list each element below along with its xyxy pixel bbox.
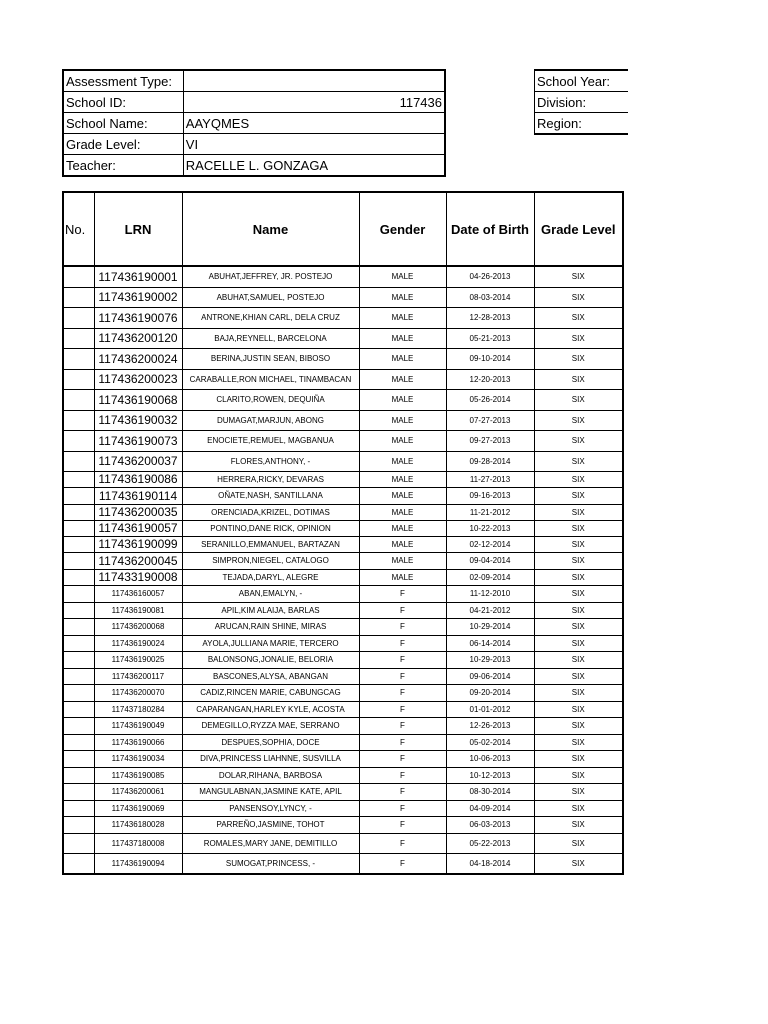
table-row xyxy=(63,701,623,717)
row-number-cell xyxy=(63,833,94,853)
row-number-cell xyxy=(63,651,94,668)
grade-level-cell: SIX xyxy=(534,816,623,833)
row-number-cell xyxy=(63,348,94,369)
dob-cell: 08-03-2014 xyxy=(446,287,534,307)
dob-cell: 12-26-2013 xyxy=(446,717,534,734)
row-number-cell xyxy=(63,328,94,348)
name-cell: PANSENSOY,LYNCY, - xyxy=(182,800,359,816)
lrn-cell: 117436200023 xyxy=(94,369,182,389)
dob-cell: 06-14-2014 xyxy=(446,635,534,651)
gender-cell: F xyxy=(359,635,446,651)
gender-cell: MALE xyxy=(359,410,446,430)
row-number-cell xyxy=(63,471,94,487)
gender-cell: F xyxy=(359,701,446,717)
table-row xyxy=(63,833,623,853)
lrn-cell: 117436190114 xyxy=(94,487,182,504)
info-row-grade-level xyxy=(63,134,445,155)
table-row xyxy=(63,800,623,816)
table-row xyxy=(63,750,623,767)
lrn-cell: 117436190002 xyxy=(94,287,182,307)
gender-cell: F xyxy=(359,833,446,853)
gender-cell: F xyxy=(359,684,446,701)
grade-level-cell: SIX xyxy=(534,389,623,410)
grade-level-cell: SIX xyxy=(534,487,623,504)
name-cell: SUMOGAT,PRINCESS, - xyxy=(182,853,359,874)
gender-cell: F xyxy=(359,585,446,602)
row-number-cell xyxy=(63,800,94,816)
gender-cell: MALE xyxy=(359,471,446,487)
assessment-type-value xyxy=(183,70,445,92)
grade-level-cell: SIX xyxy=(534,348,623,369)
table-row xyxy=(63,651,623,668)
row-number-cell xyxy=(63,668,94,684)
row-number-cell xyxy=(63,635,94,651)
name-cell: CADIZ,RINCEN MARIE, CABUNGCAG xyxy=(182,684,359,701)
lrn-cell: 117436200120 xyxy=(94,328,182,348)
name-cell: AYOLA,JULLIANA MARIE, TERCERO xyxy=(182,635,359,651)
teacher-value: RACELLE L. GONZAGA xyxy=(183,155,445,177)
table-row xyxy=(63,348,623,369)
table-row xyxy=(63,536,623,552)
gender-cell: MALE xyxy=(359,430,446,451)
dob-cell: 05-22-2013 xyxy=(446,833,534,853)
grade-level-cell: SIX xyxy=(534,701,623,717)
grade-level-cell: SIX xyxy=(534,569,623,585)
school-name-label: School Name: xyxy=(63,113,183,134)
roster-body xyxy=(63,266,623,874)
name-cell: TEJADA,DARYL, ALEGRE xyxy=(182,569,359,585)
region-label: Region: xyxy=(535,113,625,135)
table-row xyxy=(63,471,623,487)
lrn-cell: 117437180284 xyxy=(94,701,182,717)
table-row xyxy=(63,668,623,684)
name-cell: ORENCIADA,KRIZEL, DOTIMAS xyxy=(182,504,359,520)
grade-level-cell: SIX xyxy=(534,651,623,668)
name-cell: ARUCAN,RAIN SHINE, MIRAS xyxy=(182,618,359,635)
grade-level-cell: SIX xyxy=(534,734,623,750)
grade-level-cell: SIX xyxy=(534,668,623,684)
table-row xyxy=(63,328,623,348)
name-cell: ABUHAT,SAMUEL, POSTEJO xyxy=(182,287,359,307)
dob-cell: 09-27-2013 xyxy=(446,430,534,451)
table-row xyxy=(63,520,623,536)
name-cell: PONTINO,DANE RICK, OPINION xyxy=(182,520,359,536)
dob-cell: 10-06-2013 xyxy=(446,750,534,767)
gender-cell: MALE xyxy=(359,307,446,328)
name-cell: DEMEGILLO,RYZZA MAE, SERRANO xyxy=(182,717,359,734)
school-info-right-table xyxy=(534,69,628,135)
dob-cell: 02-12-2014 xyxy=(446,536,534,552)
lrn-cell: 117436200068 xyxy=(94,618,182,635)
table-row xyxy=(63,783,623,800)
lrn-cell: 117436200061 xyxy=(94,783,182,800)
table-row xyxy=(63,487,623,504)
dob-cell: 08-30-2014 xyxy=(446,783,534,800)
lrn-cell: 117436200070 xyxy=(94,684,182,701)
table-row xyxy=(63,307,623,328)
gender-cell: F xyxy=(359,651,446,668)
lrn-cell: 117436190081 xyxy=(94,602,182,618)
gender-cell: F xyxy=(359,618,446,635)
grade-level-cell: SIX xyxy=(534,369,623,389)
dob-cell: 04-26-2013 xyxy=(446,266,534,287)
table-row xyxy=(63,717,623,734)
gender-cell: MALE xyxy=(359,348,446,369)
header-gender: Gender xyxy=(359,192,446,266)
dob-cell: 10-12-2013 xyxy=(446,767,534,783)
grade-level-cell: SIX xyxy=(534,800,623,816)
lrn-cell: 117436200037 xyxy=(94,451,182,471)
grade-level-cell: SIX xyxy=(534,266,623,287)
grade-level-cell: SIX xyxy=(534,853,623,874)
lrn-cell: 117436200117 xyxy=(94,668,182,684)
row-number-cell xyxy=(63,853,94,874)
row-number-cell xyxy=(63,369,94,389)
gender-cell: F xyxy=(359,668,446,684)
grade-level-cell: SIX xyxy=(534,287,623,307)
teacher-label: Teacher: xyxy=(63,155,183,177)
row-number-cell xyxy=(63,783,94,800)
table-row xyxy=(63,569,623,585)
header-no: No. xyxy=(63,192,94,266)
row-number-cell xyxy=(63,552,94,569)
table-row xyxy=(63,266,623,287)
lrn-cell: 117436190034 xyxy=(94,750,182,767)
table-row xyxy=(63,853,623,874)
name-cell: FLORES,ANTHONY, - xyxy=(182,451,359,471)
lrn-cell: 117437180008 xyxy=(94,833,182,853)
info-row-assessment-type xyxy=(63,70,445,92)
row-number-cell xyxy=(63,520,94,536)
name-cell: BERINA,JUSTIN SEAN, BIBOSO xyxy=(182,348,359,369)
lrn-cell: 117436190066 xyxy=(94,734,182,750)
name-cell: SERANILLO,EMMANUEL, BARTAZAN xyxy=(182,536,359,552)
gender-cell: F xyxy=(359,853,446,874)
row-number-cell xyxy=(63,734,94,750)
lrn-cell: 117436190001 xyxy=(94,266,182,287)
grade-level-cell: SIX xyxy=(534,684,623,701)
gender-cell: MALE xyxy=(359,451,446,471)
gender-cell: F xyxy=(359,717,446,734)
gender-cell: MALE xyxy=(359,287,446,307)
lrn-cell: 117436190032 xyxy=(94,410,182,430)
grade-level-cell: SIX xyxy=(534,618,623,635)
gender-cell: F xyxy=(359,734,446,750)
lrn-cell: 117436190025 xyxy=(94,651,182,668)
lrn-cell: 117436190073 xyxy=(94,430,182,451)
name-cell: CARABALLE,RON MICHAEL, TINAMBACAN xyxy=(182,369,359,389)
dob-cell: 11-27-2013 xyxy=(446,471,534,487)
gender-cell: MALE xyxy=(359,520,446,536)
gender-cell: MALE xyxy=(359,389,446,410)
division-value xyxy=(624,92,628,113)
dob-cell: 09-06-2014 xyxy=(446,668,534,684)
lrn-cell: 117436190068 xyxy=(94,389,182,410)
grade-level-cell: SIX xyxy=(534,410,623,430)
dob-cell: 05-21-2013 xyxy=(446,328,534,348)
grade-level-cell: SIX xyxy=(534,504,623,520)
student-roster-table xyxy=(62,191,624,875)
lrn-cell: 117436190069 xyxy=(94,800,182,816)
name-cell: ANTRONE,KHIAN CARL, DELA CRUZ xyxy=(182,307,359,328)
dob-cell: 09-20-2014 xyxy=(446,684,534,701)
row-number-cell xyxy=(63,750,94,767)
row-number-cell xyxy=(63,307,94,328)
name-cell: BALONSONG,JONALIE, BELORIA xyxy=(182,651,359,668)
dob-cell: 12-20-2013 xyxy=(446,369,534,389)
dob-cell: 06-03-2013 xyxy=(446,816,534,833)
lrn-cell: 117436160057 xyxy=(94,585,182,602)
info-row-division xyxy=(535,92,629,113)
dob-cell: 09-04-2014 xyxy=(446,552,534,569)
name-cell: BAJA,REYNELL, BARCELONA xyxy=(182,328,359,348)
table-row xyxy=(63,389,623,410)
gender-cell: F xyxy=(359,800,446,816)
name-cell: HERRERA,RICKY, DEVARAS xyxy=(182,471,359,487)
dob-cell: 11-21-2012 xyxy=(446,504,534,520)
grade-level-value: VI xyxy=(183,134,445,155)
grade-level-cell: SIX xyxy=(534,520,623,536)
row-number-cell xyxy=(63,816,94,833)
name-cell: BASCONES,ALYSA, ABANGAN xyxy=(182,668,359,684)
lrn-cell: 117433190008 xyxy=(94,569,182,585)
info-row-school-name xyxy=(63,113,445,134)
header-dob: Date of Birth xyxy=(446,192,534,266)
row-number-cell xyxy=(63,684,94,701)
name-cell: DUMAGAT,MARJUN, ABONG xyxy=(182,410,359,430)
name-cell: ABAN,EMALYN, - xyxy=(182,585,359,602)
gender-cell: F xyxy=(359,750,446,767)
gender-cell: MALE xyxy=(359,536,446,552)
row-number-cell xyxy=(63,602,94,618)
info-row-teacher xyxy=(63,155,445,177)
dob-cell: 11-12-2010 xyxy=(446,585,534,602)
dob-cell: 04-18-2014 xyxy=(446,853,534,874)
school-name-value: AAYQMES xyxy=(183,113,445,134)
grade-level-cell: SIX xyxy=(534,635,623,651)
lrn-cell: 117436190057 xyxy=(94,520,182,536)
gender-cell: F xyxy=(359,602,446,618)
table-row xyxy=(63,430,623,451)
header-grade-level: Grade Level xyxy=(534,192,623,266)
table-row xyxy=(63,767,623,783)
school-info-table xyxy=(62,69,446,177)
gender-cell: MALE xyxy=(359,369,446,389)
dob-cell: 01-01-2012 xyxy=(446,701,534,717)
dob-cell: 05-26-2014 xyxy=(446,389,534,410)
grade-level-cell: SIX xyxy=(534,602,623,618)
lrn-cell: 117436190049 xyxy=(94,717,182,734)
grade-level-cell: SIX xyxy=(534,430,623,451)
grade-level-cell: SIX xyxy=(534,307,623,328)
table-row xyxy=(63,410,623,430)
dob-cell: 04-21-2012 xyxy=(446,602,534,618)
lrn-cell: 117436190099 xyxy=(94,536,182,552)
row-number-cell xyxy=(63,536,94,552)
grade-level-label: Grade Level: xyxy=(63,134,183,155)
table-row xyxy=(63,369,623,389)
row-number-cell xyxy=(63,266,94,287)
gender-cell: F xyxy=(359,783,446,800)
gender-cell: F xyxy=(359,767,446,783)
row-number-cell xyxy=(63,585,94,602)
name-cell: APIL,KIM ALAIJA, BARLAS xyxy=(182,602,359,618)
lrn-cell: 117436190024 xyxy=(94,635,182,651)
gender-cell: MALE xyxy=(359,504,446,520)
info-row-school-year xyxy=(535,70,629,92)
info-row-region xyxy=(535,113,629,135)
table-row xyxy=(63,684,623,701)
lrn-cell: 117436190085 xyxy=(94,767,182,783)
table-row xyxy=(63,618,623,635)
dob-cell: 09-16-2013 xyxy=(446,487,534,504)
dob-cell: 04-09-2014 xyxy=(446,800,534,816)
row-number-cell xyxy=(63,569,94,585)
grade-level-cell: SIX xyxy=(534,536,623,552)
lrn-cell: 117436190076 xyxy=(94,307,182,328)
row-number-cell xyxy=(63,451,94,471)
grade-level-cell: SIX xyxy=(534,585,623,602)
name-cell: DIVA,PRINCESS LIAHNNE, SUSVILLA xyxy=(182,750,359,767)
name-cell: CLARITO,ROWEN, DEQUIÑA xyxy=(182,389,359,410)
row-number-cell xyxy=(63,618,94,635)
dob-cell: 09-28-2014 xyxy=(446,451,534,471)
lrn-cell: 117436200024 xyxy=(94,348,182,369)
division-label: Division: xyxy=(535,92,625,113)
name-cell: OÑATE,NASH, SANTILLANA xyxy=(182,487,359,504)
name-cell: CAPARANGAN,HARLEY KYLE, ACOSTA xyxy=(182,701,359,717)
grade-level-cell: SIX xyxy=(534,783,623,800)
school-year-label: School Year: xyxy=(535,70,625,92)
grade-level-cell: SIX xyxy=(534,767,623,783)
school-id-label: School ID: xyxy=(63,92,183,113)
grade-level-cell: SIX xyxy=(534,717,623,734)
school-year-value xyxy=(624,70,628,92)
table-row xyxy=(63,585,623,602)
gender-cell: F xyxy=(359,816,446,833)
region-value xyxy=(624,113,628,135)
row-number-cell xyxy=(63,767,94,783)
table-row xyxy=(63,602,623,618)
lrn-cell: 117436200045 xyxy=(94,552,182,569)
grade-level-cell: SIX xyxy=(534,451,623,471)
grade-level-cell: SIX xyxy=(534,328,623,348)
name-cell: SIMPRON,NIEGEL, CATALOGO xyxy=(182,552,359,569)
dob-cell: 09-10-2014 xyxy=(446,348,534,369)
table-row xyxy=(63,287,623,307)
name-cell: MANGULABNAN,JASMINE KATE, APIL xyxy=(182,783,359,800)
row-number-cell xyxy=(63,487,94,504)
grade-level-cell: SIX xyxy=(534,471,623,487)
grade-level-cell: SIX xyxy=(534,833,623,853)
dob-cell: 10-22-2013 xyxy=(446,520,534,536)
row-number-cell xyxy=(63,430,94,451)
name-cell: ROMALES,MARY JANE, DEMITILLO xyxy=(182,833,359,853)
name-cell: ENOCIETE,REMUEL, MAGBANUA xyxy=(182,430,359,451)
row-number-cell xyxy=(63,717,94,734)
table-row xyxy=(63,816,623,833)
gender-cell: MALE xyxy=(359,569,446,585)
gender-cell: MALE xyxy=(359,487,446,504)
row-number-cell xyxy=(63,389,94,410)
assessment-type-label: Assessment Type: xyxy=(63,70,183,92)
dob-cell: 02-09-2014 xyxy=(446,569,534,585)
dob-cell: 12-28-2013 xyxy=(446,307,534,328)
dob-cell: 10-29-2014 xyxy=(446,618,534,635)
dob-cell: 10-29-2013 xyxy=(446,651,534,668)
row-number-cell xyxy=(63,701,94,717)
header-lrn: LRN xyxy=(94,192,182,266)
gender-cell: MALE xyxy=(359,328,446,348)
header-name: Name xyxy=(182,192,359,266)
gender-cell: MALE xyxy=(359,552,446,569)
row-number-cell xyxy=(63,287,94,307)
name-cell: PARREÑO,JASMINE, TOHOT xyxy=(182,816,359,833)
table-row xyxy=(63,504,623,520)
info-row-school-id xyxy=(63,92,445,113)
lrn-cell: 117436190094 xyxy=(94,853,182,874)
gender-cell: MALE xyxy=(359,266,446,287)
lrn-cell: 117436180028 xyxy=(94,816,182,833)
dob-cell: 05-02-2014 xyxy=(446,734,534,750)
row-number-cell xyxy=(63,504,94,520)
name-cell: ABUHAT,JEFFREY, JR. POSTEJO xyxy=(182,266,359,287)
lrn-cell: 117436190086 xyxy=(94,471,182,487)
row-number-cell xyxy=(63,410,94,430)
grade-level-cell: SIX xyxy=(534,552,623,569)
table-row xyxy=(63,734,623,750)
table-row xyxy=(63,635,623,651)
name-cell: DOLAR,RIHANA, BARBOSA xyxy=(182,767,359,783)
table-row xyxy=(63,552,623,569)
roster-header-row xyxy=(63,192,623,266)
lrn-cell: 117436200035 xyxy=(94,504,182,520)
table-row xyxy=(63,451,623,471)
name-cell: DESPUES,SOPHIA, DOCE xyxy=(182,734,359,750)
school-id-value: 117436 xyxy=(183,92,445,113)
dob-cell: 07-27-2013 xyxy=(446,410,534,430)
grade-level-cell: SIX xyxy=(534,750,623,767)
